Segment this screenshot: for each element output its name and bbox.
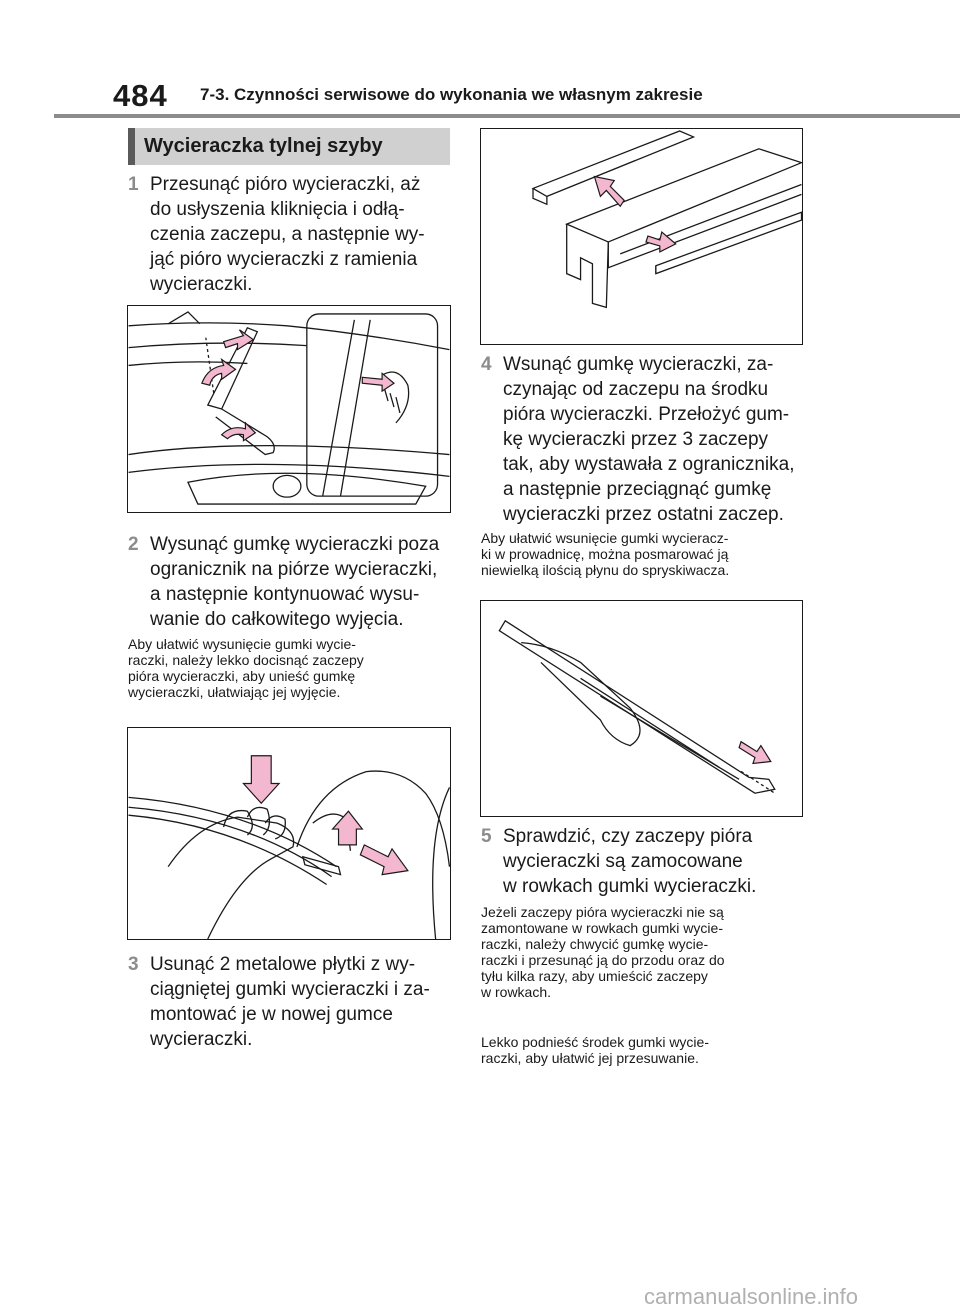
step-line: Wysunąć gumkę wycieraczki poza (150, 534, 440, 555)
step-line: wycieraczki są zamocowane (503, 851, 743, 872)
step-line: wycieraczki. (150, 1029, 253, 1050)
step-line: tak, aby wystawała z ogranicznika, (503, 454, 795, 475)
section-heading-title: Wycieraczka tylnej szyby (144, 135, 383, 157)
step-line: jąć pióro wycieraczki z ramienia (150, 249, 418, 270)
step-line: czenia zaczepu, a następnie wy- (150, 224, 425, 245)
step-line: w rowkach gumki wycieraczki. (503, 876, 757, 897)
step-2 (128, 532, 458, 632)
watermark: carmanualsonline.info (644, 1284, 859, 1309)
header-rule (54, 114, 960, 118)
blade-insertion-illustration (481, 601, 802, 816)
step-line: Wsunąć gumkę wycieraczki, za- (503, 354, 774, 375)
step-line: ogranicznik na piórze wycieraczki, (150, 559, 438, 580)
wiper-arm-illustration (128, 306, 450, 512)
hands-blade-illustration (128, 728, 450, 939)
note-line: zamontowane w rowkach gumki wycie- (481, 920, 723, 936)
step-2-note (128, 636, 458, 700)
note-line: pióra wycieraczki, aby unieść gumkę (128, 668, 356, 684)
note-line: w rowkach. (481, 984, 552, 1000)
note-line: Jeżeli zaczepy pióra wycieraczki nie są (481, 904, 724, 920)
step-line: Przesunąć pióro wycieraczki, aż (150, 174, 421, 195)
step-line: Usunąć 2 metalowe płytki z wy- (150, 954, 416, 975)
step-4-note (481, 530, 816, 578)
section-heading (128, 128, 450, 165)
note-line: Lekko podnieść środek gumki wycie- (481, 1034, 709, 1050)
step-line: montować je w nowej gumce (150, 1004, 393, 1025)
note-line: raczki, należy chwycić gumkę wycie- (481, 936, 709, 952)
step-line: pióra wycieraczki. Przełożyć gum- (503, 404, 790, 425)
note-line: ki w prowadnicę, można posmarować ją (481, 546, 729, 562)
step-line: czynając od zaczepu na środku (503, 379, 769, 400)
note-line: raczki, aby ułatwić jej przesuwanie. (481, 1050, 699, 1066)
note-line: niewielką ilością płynu do spryskiwacza. (481, 562, 730, 578)
note-line: tyłu kilka razy, aby umieścić zaczepy (481, 968, 708, 984)
step-1 (128, 172, 458, 297)
step-number: 3 (128, 954, 139, 975)
figure-blade-insertion (480, 600, 803, 817)
step-number: 4 (481, 354, 492, 375)
step-line: wanie do całkowitego wyjęcia. (150, 609, 404, 630)
step-line: wycieraczki. (150, 274, 253, 295)
note-line: raczki, należy lekko docisnąć zaczepy (128, 652, 364, 668)
step-line: do usłyszenia kliknięcia i odłą- (150, 199, 405, 220)
step-3 (128, 952, 458, 1052)
step-line: wycieraczki przez ostatni zaczep. (503, 504, 784, 525)
figure-metal-plates (480, 128, 803, 345)
step-line: a następnie kontynuować wysu- (150, 584, 420, 605)
step-line: a następnie przeciągnąć gumkę (503, 479, 772, 500)
step-5-note-2 (481, 1034, 816, 1066)
step-number: 2 (128, 534, 139, 555)
note-line: Aby ułatwić wsunięcie gumki wycieracz- (481, 530, 729, 546)
note-line: wycieraczki, ułatwiając jej wyjęcie. (128, 684, 341, 700)
step-5-note (481, 904, 816, 1000)
note-line: Aby ułatwić wysunięcie gumki wycie- (128, 636, 356, 652)
step-line: ciągniętej gumki wycieraczki i za- (150, 979, 430, 1000)
header-section-title: 7-3. Czynności serwisowe do wykonania we własnym zakresie (200, 85, 703, 104)
section-heading-bar (128, 128, 135, 165)
step-5 (481, 824, 811, 899)
figure-blade-extraction (127, 727, 451, 940)
page-number: 484 (113, 78, 168, 113)
figure-wiper-arm-removal (127, 305, 451, 513)
note-line: raczki i przesunąć ją do przodu oraz do (481, 952, 725, 968)
metal-plates-illustration (481, 129, 802, 344)
step-4 (481, 352, 811, 527)
step-line: Sprawdzić, czy zaczepy pióra (503, 826, 753, 847)
step-number: 5 (481, 826, 492, 847)
step-line: kę wycieraczki przez 3 zaczepy (503, 429, 769, 450)
step-number: 1 (128, 174, 139, 195)
